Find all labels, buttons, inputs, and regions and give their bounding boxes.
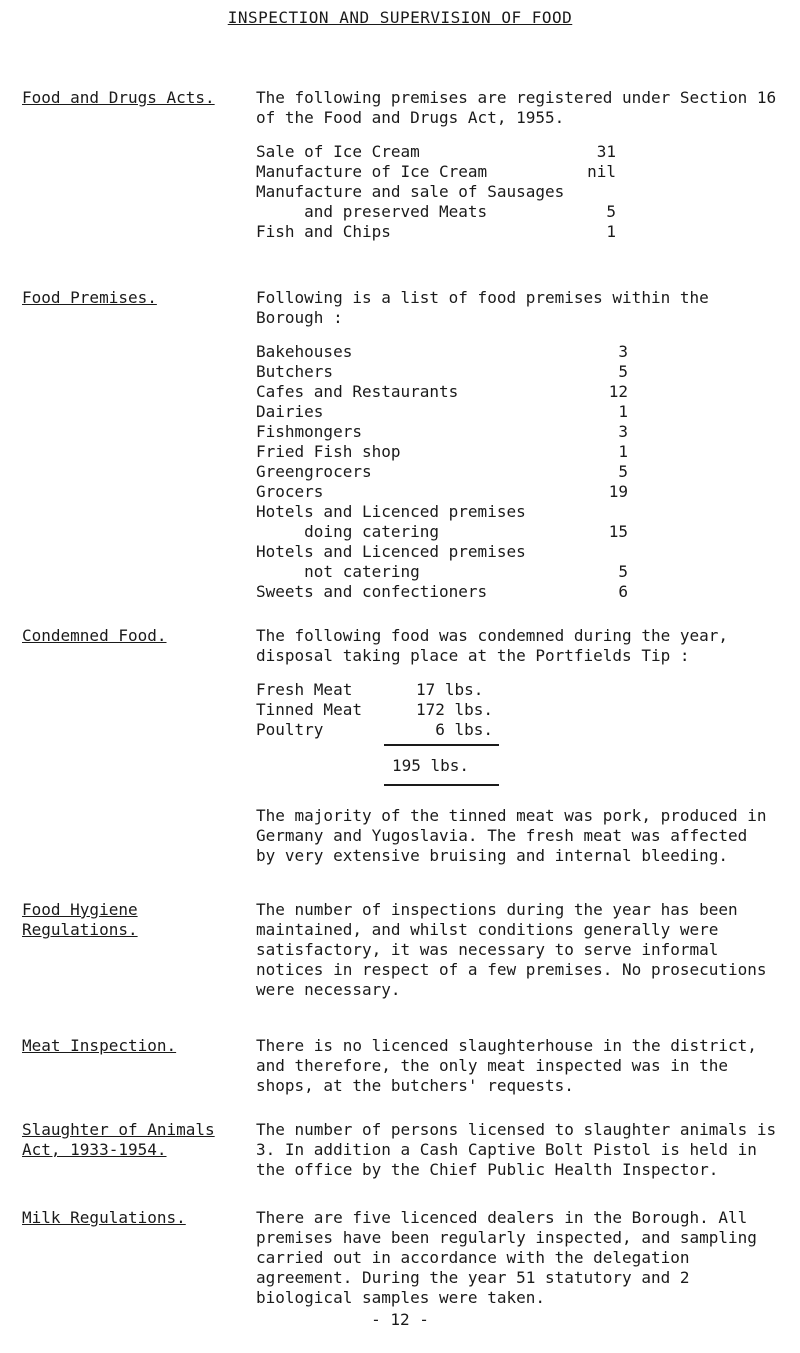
list-item: Grocers 19 [256,482,628,501]
section-label-milk-regulations: Milk Regulations. [22,1208,186,1227]
list-item: Greengrocers 5 [256,462,628,481]
milk-text: There are five licenced dealers in the Borough. All premises have been regularly inspected, and sampling carried out in accordance with the delegation agreement. During the year 51 statutory and 2 biological samples were taken. [256,1208,757,1307]
section-label-food-premises: Food Premises. [22,288,157,307]
list-item: Fried Fish shop 1 [256,442,628,461]
section-label-meat-inspection: Meat Inspection. [22,1036,177,1055]
section-label-food-drugs: Food and Drugs Acts. [22,88,215,107]
section-label-slaughter-act: Slaughter of Animals Act, 1933-1954. [22,1120,215,1159]
food-premises-list [256,342,628,602]
condemned-note: The majority of the tinned meat was pork, produced in Germany and Yugoslavia. The fresh meat was affected by very extensive bruising and internal bleeding. [256,806,767,865]
list-item: Sweets and confectioners 6 [256,582,628,601]
list-item: Hotels and Licenced premises [256,502,526,521]
list-item: Manufacture of Ice Cream nil [256,162,616,181]
list-item: Cafes and Restaurants 12 [256,382,628,401]
condemned-food-list [256,680,788,786]
list-item: Fish and Chips 1 [256,222,616,241]
list-item: Bakehouses 3 [256,342,628,361]
list-item: Hotels and Licenced premises [256,542,526,561]
food-drugs-intro: The following premises are registered under Section 16 of the Food and Drugs Act, 1955. [256,88,777,127]
condemned-total: 195 lbs. [392,756,470,775]
page-title: INSPECTION AND SUPERVISION OF FOOD [227,8,573,27]
list-item: not catering 5 [256,562,628,581]
food-premises-intro: Following is a list of food premises within the Borough : [256,288,709,327]
slaughter-text: The number of persons licensed to slaughter animals is 3. In addition a Cash Captive Bolt Pistol is held in the office by the Chief Public Health Inspector. [256,1120,777,1179]
divider [384,784,499,786]
list-item: Dairies 1 [256,402,628,421]
condemned-intro: The following food was condemned during the year, disposal taking place at the Portfields Tip : [256,626,729,665]
registered-premises-list [256,142,616,242]
section-label-food-hygiene: Food Hygiene Regulations. [22,900,138,939]
list-item: Butchers 5 [256,362,628,381]
hygiene-text: The number of inspections during the year has been maintained, and whilst conditions generally were satisfactory, it was necessary to serve informal notices in respect of a few premises. No prosecutions were necessary. [256,900,767,999]
list-item: Manufacture and sale of Sausages [256,182,565,201]
list-item: Fresh Meat 17 lbs. [256,680,484,699]
list-item: Sale of Ice Cream 31 [256,142,616,161]
list-item: Poultry 6 lbs. [256,720,494,739]
divider [384,744,499,746]
page-number: - 12 - [371,1310,429,1329]
section-label-condemned-food: Condemned Food. [22,626,167,645]
list-item: and preserved Meats 5 [256,202,616,221]
list-item: Tinned Meat 172 lbs. [256,700,494,719]
meat-text: There is no licenced slaughterhouse in the district, and therefore, the only meat inspected was in the shops, at the butchers' requests. [256,1036,757,1095]
list-item: doing catering 15 [256,522,628,541]
list-item: Fishmongers 3 [256,422,628,441]
